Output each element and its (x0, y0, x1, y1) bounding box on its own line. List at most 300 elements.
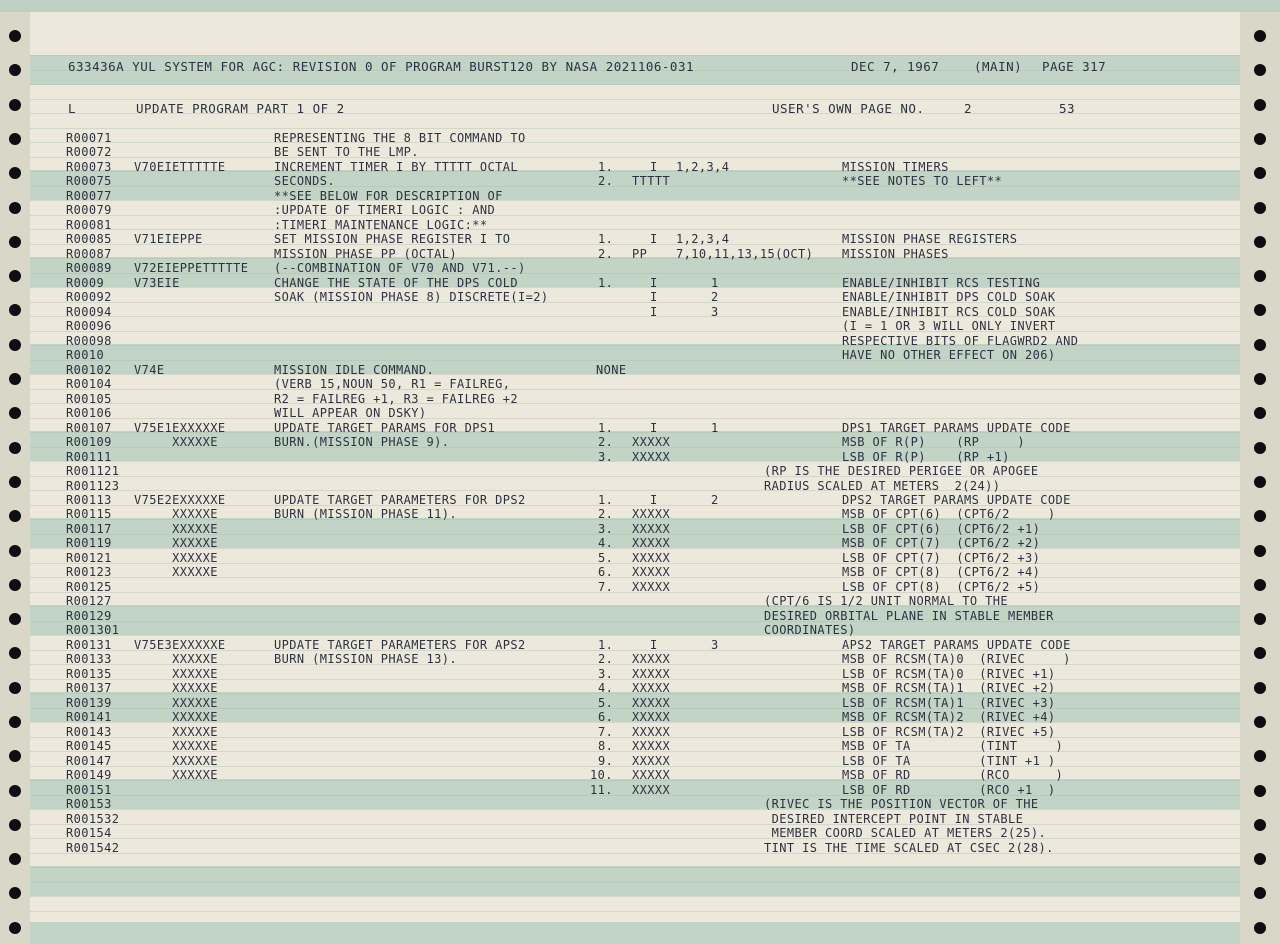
tractor-hole-icon (1254, 64, 1266, 76)
row-remark: LSB OF RCSM(TA)0 (RIVEC +1) (842, 667, 1056, 681)
tractor-hole-icon (9, 750, 21, 762)
row-description: :TIMERI MAINTENANCE LOGIC:** (274, 218, 488, 232)
row-item-range: 2 (711, 290, 719, 304)
row-verb: V73EIE (134, 276, 180, 290)
tractor-hole-icon (1254, 750, 1266, 762)
tractor-hole-icon (1254, 339, 1266, 351)
row-id: R00149 (66, 768, 112, 782)
tractor-hole-icon (1254, 133, 1266, 145)
tractor-hole-icon (1254, 579, 1266, 591)
subheader-code: 53 (1059, 101, 1076, 116)
tractor-hole-icon (9, 64, 21, 76)
row-verb: XXXXXE (134, 754, 218, 768)
row-remark: (I = 1 OR 3 WILL ONLY INVERT (842, 319, 1056, 333)
rule-line (30, 635, 1240, 636)
row-id: R00141 (66, 710, 112, 724)
row-id: R00105 (66, 392, 112, 406)
row-item-number: 3. (598, 450, 614, 464)
row-description: (--COMBINATION OF V70 AND V71.--) (274, 261, 526, 275)
row-id: R00089 (66, 261, 112, 275)
tractor-hole-icon (1254, 30, 1266, 42)
rule-line (30, 200, 1240, 201)
row-remark: MSB OF RCSM(TA)1 (RIVEC +2) (842, 681, 1056, 695)
row-item-value: XXXXX (632, 551, 671, 565)
row-id: R00071 (66, 131, 112, 145)
rule-line (30, 84, 1240, 85)
row-id: R00135 (66, 667, 112, 681)
tractor-hole-icon (9, 785, 21, 797)
row-item-number: NONE (596, 363, 627, 377)
row-description: SECONDS. (274, 174, 335, 188)
tractor-hole-icon (9, 579, 21, 591)
greenbar-band (30, 605, 1240, 635)
row-item-value: I (650, 638, 658, 652)
row-item-value: I (650, 421, 658, 435)
page-number: PAGE 317 (1042, 59, 1107, 74)
row-item-value: XXXXX (632, 450, 671, 464)
row-id: R00104 (66, 377, 112, 391)
tractor-hole-icon (9, 476, 21, 488)
row-verb: XXXXXE (134, 507, 218, 521)
row-remark: LSB OF R(P) (RP +1) (842, 450, 1010, 464)
rule-line (30, 621, 1240, 622)
row-remark: MSB OF TA (TINT ) (842, 739, 1064, 753)
row-id: R00106 (66, 406, 112, 420)
row-item-number: 6. (598, 565, 614, 579)
row-id: R001121 (66, 464, 120, 478)
tractor-hole-icon (1254, 819, 1266, 831)
rule-line (30, 838, 1240, 839)
row-remark: DESIRED ORBITAL PLANE IN STABLE MEMBER (764, 609, 1054, 623)
tractor-hole-icon (1254, 236, 1266, 248)
tractor-hole-icon (9, 373, 21, 385)
row-item-number: 6. (598, 710, 614, 724)
row-item-value: XXXXX (632, 754, 671, 768)
row-id: R00125 (66, 580, 112, 594)
row-id: R00098 (66, 334, 112, 348)
tractor-hole-icon (9, 887, 21, 899)
tractor-hole-icon (1254, 613, 1266, 625)
row-verb: XXXXXE (134, 551, 218, 565)
rule-line (30, 128, 1240, 129)
listing-section: (MAIN) (974, 59, 1023, 74)
row-remark: LSB OF CPT(7) (CPT6/2 +3) (842, 551, 1041, 565)
row-item-number: 1. (598, 421, 614, 435)
tractor-hole-icon (9, 99, 21, 111)
tractor-hole-icon (1254, 785, 1266, 797)
row-item-range: 3 (711, 305, 719, 319)
row-remark: RADIUS SCALED AT METERS 2(24)) (764, 479, 1001, 493)
row-item-number: 4. (598, 681, 614, 695)
row-id: R00115 (66, 507, 112, 521)
row-remark: (RIVEC IS THE POSITION VECTOR OF THE (764, 797, 1039, 811)
rule-line (30, 55, 1240, 56)
row-item-value: XXXXX (632, 667, 671, 681)
tractor-hole-icon (9, 167, 21, 179)
rule-line (30, 606, 1240, 607)
row-item-number: 2. (598, 507, 614, 521)
rule-line (30, 418, 1240, 419)
row-description: R2 = FAILREG +1, R3 = FAILREG +2 (274, 392, 518, 406)
row-item-value: XXXXX (632, 507, 671, 521)
row-id: R00081 (66, 218, 112, 232)
row-id: R00131 (66, 638, 112, 652)
row-item-number: 7. (598, 580, 614, 594)
rule-line (30, 490, 1240, 491)
row-id: R00137 (66, 681, 112, 695)
tractor-hole-icon (9, 270, 21, 282)
row-item-value: XXXXX (632, 725, 671, 739)
row-item-number: 5. (598, 551, 614, 565)
rule-line (30, 229, 1240, 230)
row-item-value: XXXXX (632, 710, 671, 724)
row-id: R00109 (66, 435, 112, 449)
row-item-range: 1 (711, 421, 719, 435)
rule-line (30, 302, 1240, 303)
row-id: R001542 (66, 841, 120, 855)
row-item-number: 9. (598, 754, 614, 768)
row-remark: LSB OF RCSM(TA)1 (RIVEC +3) (842, 696, 1056, 710)
row-remark: LSB OF RCSM(TA)2 (RIVEC +5) (842, 725, 1056, 739)
row-id: R00113 (66, 493, 112, 507)
row-remark: ENABLE/INHIBIT RCS COLD SOAK (842, 305, 1056, 319)
row-remark: LSB OF RD (RCO +1 ) (842, 783, 1056, 797)
tractor-hole-icon (1254, 853, 1266, 865)
tractor-hole-icon (1254, 887, 1266, 899)
row-verb: V74E (134, 363, 165, 377)
row-remark: RESPECTIVE BITS OF FLAGWRD2 AND (842, 334, 1079, 348)
tractor-hole-icon (9, 202, 21, 214)
tractor-hole-icon (1254, 373, 1266, 385)
row-description: :UPDATE OF TIMERI LOGIC : AND (274, 203, 496, 217)
row-remark: APS2 TARGET PARAMS UPDATE CODE (842, 638, 1071, 652)
paper-bottom-strip (30, 922, 1240, 944)
tractor-hole-icon (9, 819, 21, 831)
row-item-number: 10. (590, 768, 613, 782)
row-id: R00117 (66, 522, 112, 536)
row-item-number: 1. (598, 276, 614, 290)
row-id: R00085 (66, 232, 112, 246)
tractor-hole-icon (1254, 510, 1266, 522)
row-verb: V70EIETTTTTE (134, 160, 226, 174)
row-description: BURN.(MISSION PHASE 9). (274, 435, 450, 449)
row-remark: HAVE NO OTHER EFFECT ON 206) (842, 348, 1056, 362)
row-remark: LSB OF CPT(6) (CPT6/2 +1) (842, 522, 1041, 536)
tractor-hole-icon (9, 442, 21, 454)
rule-line (30, 157, 1240, 158)
row-verb: V75E3EXXXXXE (134, 638, 226, 652)
row-description: UPDATE TARGET PARAMETERS FOR APS2 (274, 638, 526, 652)
row-verb: XXXXXE (134, 522, 218, 536)
row-remark: TINT IS THE TIME SCALED AT CSEC 2(28). (764, 841, 1054, 855)
row-remark: DPS1 TARGET PARAMS UPDATE CODE (842, 421, 1071, 435)
rule-line (30, 867, 1240, 868)
rule-line (30, 389, 1240, 390)
tractor-hole-icon (1254, 922, 1266, 934)
row-item-value: I (650, 290, 658, 304)
tractor-hole-icon (9, 133, 21, 145)
row-item-value: XXXXX (632, 696, 671, 710)
tractor-hole-icon (9, 545, 21, 557)
row-remark: (RP IS THE DESIRED PERIGEE OR APOGEE (764, 464, 1039, 478)
row-verb: XXXXXE (134, 667, 218, 681)
row-id: R00121 (66, 551, 112, 565)
row-item-number: 2. (598, 652, 614, 666)
tractor-hole-icon (1254, 682, 1266, 694)
users-page-number: 2 (964, 101, 973, 116)
rule-line (30, 331, 1240, 332)
row-item-number: 7. (598, 725, 614, 739)
row-description: SOAK (MISSION PHASE 8) DISCRETE(I=2) (274, 290, 549, 304)
row-description: INCREMENT TIMER I BY TTTTT OCTAL (274, 160, 518, 174)
printout-page (30, 12, 1240, 944)
row-item-number: 8. (598, 739, 614, 753)
row-item-value: TTTTT (632, 174, 671, 188)
row-id: R001532 (66, 812, 120, 826)
tractor-hole-icon (9, 510, 21, 522)
row-item-value: I (650, 276, 658, 290)
row-item-number: 1. (598, 493, 614, 507)
tractor-hole-icon (9, 30, 21, 42)
row-verb: V75E2EXXXXXE (134, 493, 226, 507)
row-remark: DESIRED INTERCEPT POINT IN STABLE (764, 812, 1024, 826)
row-id: R001301 (66, 623, 120, 637)
row-id: R00154 (66, 826, 112, 840)
rule-line (30, 374, 1240, 375)
row-id: R00145 (66, 739, 112, 753)
subheader-marker: L (68, 101, 77, 116)
row-remark: COORDINATES) (764, 623, 856, 637)
row-id: R00092 (66, 290, 112, 304)
tractor-hole-icon (9, 716, 21, 728)
row-verb: XXXXXE (134, 739, 218, 753)
tractor-hole-icon (1254, 407, 1266, 419)
row-id: R00094 (66, 305, 112, 319)
row-id: R001123 (66, 479, 120, 493)
row-description: SET MISSION PHASE REGISTER I TO (274, 232, 511, 246)
row-item-number: 2. (598, 247, 614, 261)
row-remark: MISSION TIMERS (842, 160, 949, 174)
row-description: MISSION IDLE COMMAND. (274, 363, 435, 377)
row-remark: MSB OF RCSM(TA)2 (RIVEC +4) (842, 710, 1056, 724)
tractor-hole-icon (9, 853, 21, 865)
row-remark: MEMBER COORD SCALED AT METERS 2(25). (764, 826, 1047, 840)
row-description: UPDATE TARGET PARAMETERS FOR DPS2 (274, 493, 526, 507)
row-id: R00087 (66, 247, 112, 261)
row-remark: MSB OF RD (RCO ) (842, 768, 1064, 782)
row-item-value: XXXXX (632, 536, 671, 550)
row-item-value: XXXXX (632, 739, 671, 753)
row-id: R00143 (66, 725, 112, 739)
row-item-value: XXXXX (632, 681, 671, 695)
row-item-value: XXXXX (632, 768, 671, 782)
paper-top-strip (0, 0, 1280, 12)
row-id: R00111 (66, 450, 112, 464)
row-id: R00129 (66, 609, 112, 623)
row-remark: MSB OF CPT(7) (CPT6/2 +2) (842, 536, 1041, 550)
rule-line (30, 316, 1240, 317)
row-id: R00077 (66, 189, 112, 203)
row-item-range: 2 (711, 493, 719, 507)
row-verb: XXXXXE (134, 435, 218, 449)
row-item-value: I (650, 305, 658, 319)
tractor-hole-icon (9, 304, 21, 316)
row-id: R00075 (66, 174, 112, 188)
tractor-hole-icon (9, 682, 21, 694)
row-item-range: 1,2,3,4 (676, 160, 730, 174)
row-remark: ENABLE/INHIBIT DPS COLD SOAK (842, 290, 1056, 304)
row-item-value: XXXXX (632, 783, 671, 797)
row-item-range: 7,10,11,13,15(OCT) (676, 247, 814, 261)
tractor-hole-icon (1254, 270, 1266, 282)
row-id: R00102 (66, 363, 112, 377)
row-remark: **SEE NOTES TO LEFT** (842, 174, 1003, 188)
row-id: R00147 (66, 754, 112, 768)
row-id: R00153 (66, 797, 112, 811)
row-description: **SEE BELOW FOR DESCRIPTION OF (274, 189, 503, 203)
tractor-hole-icon (9, 407, 21, 419)
tractor-hole-icon (1254, 442, 1266, 454)
row-verb: XXXXXE (134, 710, 218, 724)
row-item-number: 4. (598, 536, 614, 550)
row-description: CHANGE THE STATE OF THE DPS COLD (274, 276, 518, 290)
row-id: R0009 (66, 276, 105, 290)
row-id: R00127 (66, 594, 112, 608)
row-remark: ENABLE/INHIBIT RCS TESTING (842, 276, 1041, 290)
row-item-number: 1. (598, 232, 614, 246)
row-remark: LSB OF CPT(8) (CPT6/2 +5) (842, 580, 1041, 594)
tractor-hole-icon (1254, 167, 1266, 179)
rule-line (30, 287, 1240, 288)
row-verb: XXXXXE (134, 565, 218, 579)
row-description: WILL APPEAR ON DSKY) (274, 406, 427, 420)
row-id: R00139 (66, 696, 112, 710)
tractor-hole-icon (1254, 202, 1266, 214)
rule-line (30, 911, 1240, 912)
row-description: MISSION PHASE PP (OCTAL) (274, 247, 457, 261)
row-id: R00123 (66, 565, 112, 579)
row-id: R00072 (66, 145, 112, 159)
row-id: R00107 (66, 421, 112, 435)
row-item-number: 1. (598, 638, 614, 652)
row-id: R00073 (66, 160, 112, 174)
rule-line (30, 99, 1240, 100)
row-item-number: 2. (598, 435, 614, 449)
row-remark: MISSION PHASE REGISTERS (842, 232, 1018, 246)
rule-line (30, 360, 1240, 361)
greenbar-band (30, 866, 1240, 896)
row-item-value: I (650, 493, 658, 507)
row-item-value: XXXXX (632, 565, 671, 579)
rule-line (30, 215, 1240, 216)
row-remark: MISSION PHASES (842, 247, 949, 261)
row-verb: V71EIEPPE (134, 232, 203, 246)
rule-line (30, 896, 1240, 897)
tractor-hole-icon (9, 613, 21, 625)
row-item-number: 3. (598, 522, 614, 536)
row-id: R00119 (66, 536, 112, 550)
row-verb: V75E1EXXXXXE (134, 421, 226, 435)
rule-line (30, 142, 1240, 143)
row-remark: MSB OF RCSM(TA)0 (RIVEC ) (842, 652, 1071, 666)
row-description: BURN (MISSION PHASE 11). (274, 507, 457, 521)
listing-date: DEC 7, 1967 (851, 59, 940, 74)
row-remark: MSB OF R(P) (RP ) (842, 435, 1025, 449)
rule-line (30, 809, 1240, 810)
row-item-value: XXXXX (632, 652, 671, 666)
listing-title: 633436A YUL SYSTEM FOR AGC: REVISION 0 OF PROGRAM BURST120 BY NASA 2021106-031 (68, 59, 694, 74)
rule-line (30, 824, 1240, 825)
row-item-value: XXXXX (632, 522, 671, 536)
row-remark: (CPT/6 IS 1/2 UNIT NORMAL TO THE (764, 594, 1008, 608)
tractor-hole-icon (9, 339, 21, 351)
row-id: R0010 (66, 348, 105, 362)
subheader-title: UPDATE PROGRAM PART 1 OF 2 (136, 101, 345, 116)
tractor-hole-icon (1254, 545, 1266, 557)
row-verb: XXXXXE (134, 536, 218, 550)
row-item-value: XXXXX (632, 580, 671, 594)
tractor-hole-icon (1254, 99, 1266, 111)
tractor-hole-icon (1254, 716, 1266, 728)
tractor-hole-icon (1254, 476, 1266, 488)
row-item-value: I (650, 160, 658, 174)
row-verb: XXXXXE (134, 652, 218, 666)
tractor-hole-icon (9, 922, 21, 934)
row-description: BE SENT TO THE LMP. (274, 145, 419, 159)
rule-line (30, 853, 1240, 854)
row-item-value: XXXXX (632, 435, 671, 449)
row-item-number: 11. (590, 783, 613, 797)
row-verb: V72EIEPPETTTTTE (134, 261, 249, 275)
row-remark: MSB OF CPT(6) (CPT6/2 ) (842, 507, 1056, 521)
row-item-range: 3 (711, 638, 719, 652)
tractor-hole-icon (1254, 304, 1266, 316)
rule-line (30, 882, 1240, 883)
users-page-label: USER'S OWN PAGE NO. (772, 101, 925, 116)
row-item-number: 2. (598, 174, 614, 188)
row-id: R00079 (66, 203, 112, 217)
rule-line (30, 476, 1240, 477)
row-description: UPDATE TARGET PARAMS FOR DPS1 (274, 421, 496, 435)
row-description: BURN (MISSION PHASE 13). (274, 652, 457, 666)
row-item-range: 1,2,3,4 (676, 232, 730, 246)
row-item-value: I (650, 232, 658, 246)
tractor-hole-icon (9, 236, 21, 248)
row-item-number: 3. (598, 667, 614, 681)
row-remark: MSB OF CPT(8) (CPT6/2 +4) (842, 565, 1041, 579)
greenbar-band (30, 344, 1240, 374)
row-verb: XXXXXE (134, 768, 218, 782)
row-id: R00151 (66, 783, 112, 797)
tractor-hole-icon (9, 647, 21, 659)
rule-line (30, 403, 1240, 404)
row-remark: LSB OF TA (TINT +1 ) (842, 754, 1056, 768)
row-item-value: PP (632, 247, 648, 261)
tractor-hole-icon (1254, 647, 1266, 659)
row-item-number: 5. (598, 696, 614, 710)
row-item-range: 1 (711, 276, 719, 290)
row-id: R00133 (66, 652, 112, 666)
row-verb: XXXXXE (134, 696, 218, 710)
row-description: REPRESENTING THE 8 BIT COMMAND TO (274, 131, 526, 145)
row-remark: DPS2 TARGET PARAMS UPDATE CODE (842, 493, 1071, 507)
row-id: R00096 (66, 319, 112, 333)
row-verb: XXXXXE (134, 725, 218, 739)
rule-line (30, 244, 1240, 245)
row-description: (VERB 15,NOUN 50, R1 = FAILREG, (274, 377, 511, 391)
row-verb: XXXXXE (134, 681, 218, 695)
row-item-number: 1. (598, 160, 614, 174)
